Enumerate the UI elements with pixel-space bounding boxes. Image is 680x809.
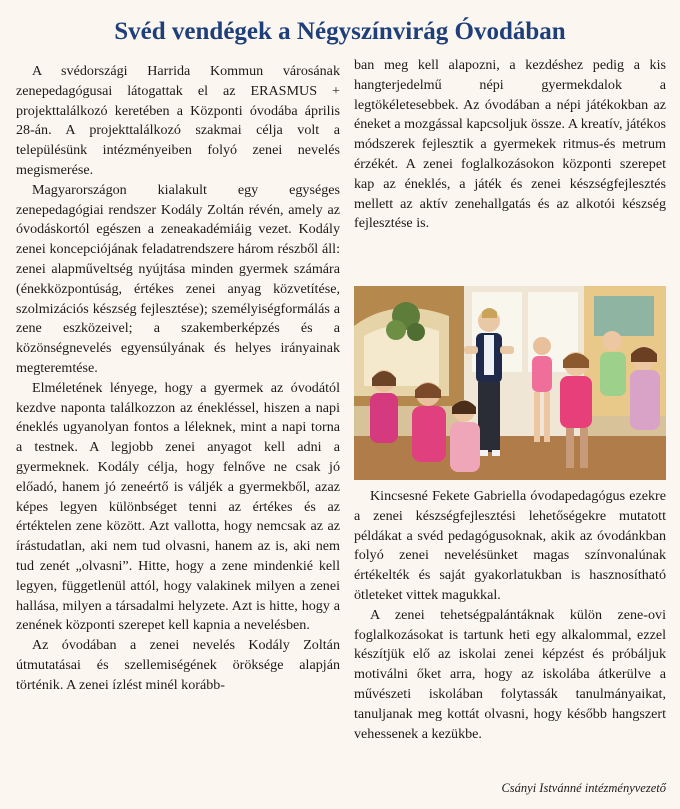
paragraph-continued: ban meg kell alapozni, a kezdéshez pedig a kis hangterjedelmű népi gyermekdalok a legtökéletesebbek. Az óvodában a népi játékokban az éneket a mozgással kapcsoljuk össze. A kreatív, játékos módszerek fejlesztik a gyermekek ritmus-és metrum érzékét. A zenei foglalkozásokon központi szerepet kap az éneklés, a játék és zenei készségfejlesztés mellett az aktív zenehallgatás és az alkotói készség fejlesztése is. xyxy=(354,57,666,232)
paragraph-theory: Elméletének lényege, hogy a gyermek az óvodától kezdve naponta találkozzon az énekléssel, hiszen a napi éneklés ugyanolyan fontos a léleknek, mint a napi torna a testnek. A legjobb zenei anyagot kell adni a gyermeknek. Kodály célja, hogy felnőve ne csak jó előadó, hanem jó zeneértő is váljék a gyermekből, azaz képes legyen különbséget tenni az értékes és az értéktelen zene között. Azt vallotta, hogy nemcsak az az írástudatlan, aki nem tud olvasni, hanem az is, aki nem tud zenét „olvasni”. Hitte, hogy a zene mindenkié kell legyen, függetlenül attól, hogy valakinek milyen a zenei hallása, milyen a társadalmi helyzete. Azt is hitte, hogy a zenének központi szerepet kell kapnia a nevelésben. xyxy=(16,379,340,634)
paragraph-talent-program: A zenei tehetségpalántáknak külön zene-ovi foglalkozásokat is tartunk heti egy alkalommal, ezzel készítjük elő az iskolai zenei képzést és próbáljuk motiválni őket arra, hogy az iskolába átkerülve a művészeti iskolában folytassák tanulmányaikat, tanuljanak meg kottát olvasni, hogy később hangszert vehessenek a kezükbe. xyxy=(354,606,666,742)
paragraph-kodaly-system: Magyarországon kialakult egy egységes zenepedagógiai rendszer Kodály Zoltán révén, amely az óvodáskortól egészen a zeneakadémiáig vezet. Kodály zenei koncepciójának feladatrendszere három részből áll: zenei alapműveltség nyújtása minden gyermek számára (énekközpontúság, értékes zenei anyag közvetítése, szolmizációs készség fejlesztése); személyiségformálás a zene eszközeivel; a szakemberképzés és a közönségnevelés egyensúlyának és helyes irányainak megteremtése. xyxy=(16,181,340,376)
right-column-top xyxy=(354,56,666,234)
paragraph-teacher-demo: Kincsesné Fekete Gabriella óvodapedagógus ezekre a zenei készségfejlesztési lehetőségekre mutatott példákat a svéd pedagógusoknak, akik az óvodánkban folyó zenei nevelésünket magas színvonalúnak értékelték és saját gyakorlatukban is hasznosítható ötleteket vittek magukkal. xyxy=(354,488,666,603)
photo-illustration xyxy=(354,286,666,480)
right-column-bottom xyxy=(354,487,666,744)
paragraph-kindergarten-start: Az óvodában a zenei nevelés Kodály Zoltán útmutatásai és szellemiségének öröksége alapján történik. A zenei ízlést minél korább- xyxy=(16,637,340,693)
author-byline: Csányi Istvánné intézményvezető xyxy=(501,781,666,795)
article-title: Svéd vendégek a Négyszínvirág Óvodában xyxy=(114,18,566,45)
left-column xyxy=(16,62,340,696)
paragraph-intro: A svédországi Harrida Kommun városának zenepedagógusai látogattak el az ERASMUS + projekttalálkozó keretében a Központi óvodába április 28-án. A projekttalálkozó szakmai célja volt a településünk intézményeiben folyó zenei nevelés megismerése. xyxy=(16,63,340,178)
kindergarten-photo xyxy=(354,286,666,480)
